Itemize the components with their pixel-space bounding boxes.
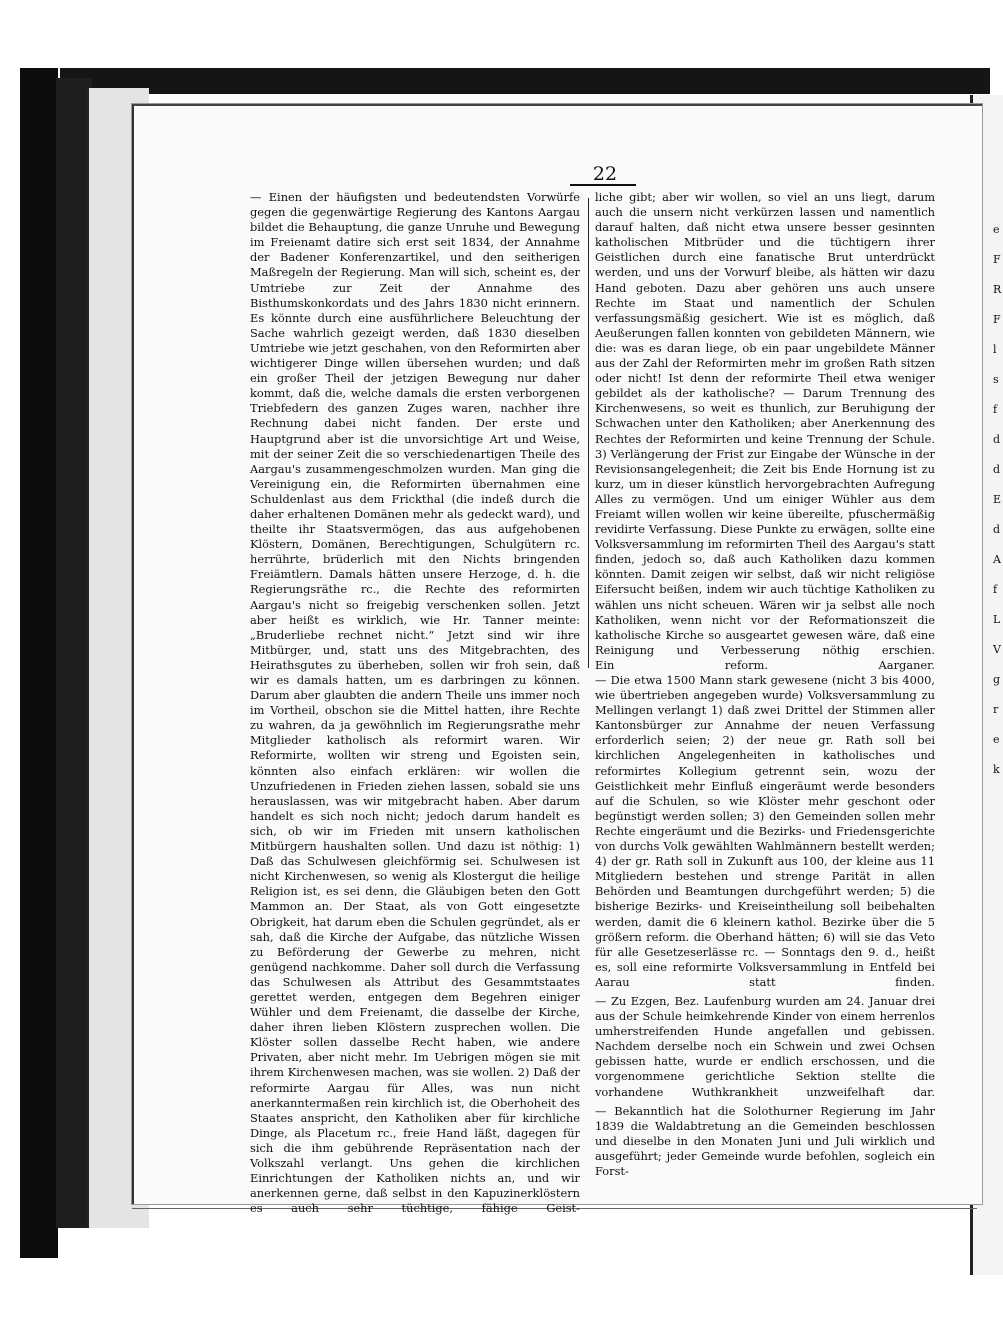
- column-divider: [588, 198, 589, 668]
- scan-left-shadow: [20, 68, 58, 1258]
- edge-fragment: A: [993, 553, 1001, 566]
- article-signature: Ein reform. Aarganer.: [595, 657, 935, 672]
- article-paragraph: liche gibt; aber wir wollen, so viel an uns liegt, darum auch die unsern nicht verkürzen lassen und namentlich darauf halten, daß nicht etwa unsere besser gesinnten katholischen Mitbrüder und die tüchtigern ihrer Geistlichen durch eine fanatische Brut unterdrückt werden, und uns der Vorwurf bleibe, als hätten wir dazu Hand geboten. Dazu aber gehören uns auch unsere Rechte im Staat und namentlich der Schulen verfassungsmäßig gesichert. Wie ist es möglich, daß Aeußerungen fallen konnten von gebildeten Männern, wie die: was es daran liege, ob ein paar ungebildete Männer aus der Zahl der Reformirten mehr im großen Rath sitzen oder nicht! Ist denn der reformirte Theil etwa weniger gebildet als der katholische? — Darum Trennung des Kirchenwesens, so weit es thunlich, zur Beruhigung der Schwachen unter den Katholiken; aber Anerkennung des Rechtes der Reformirten und keine Trennung der Schule. 3) Verlängerung der Frist zur Eingabe der Wünsche in der Revisionsangelegenheit; die Zeit bis Ende Hornung ist zu kurz, um in dieser künstlich hervorgebrachten Aufregung Alles zu vermögen. Und um einiger Wühler aus dem Freiamt willen wollen wir keine übereilte, pfuschermäßig revidirte Verfassung. Diese Punkte zu erwägen, sollte eine Volksversammlung im reformirten Theil des Aargau's statt finden, jedoch so, daß auch Katholiken dazu kommen könnten. Damit zeigen wir selbst, daß wir nicht religiöse Eifersucht beißen, indem wir auch tüchtige Katholiken zu wählen uns nicht scheuen. Wären wir ja selbst alle noch Katholiken, wenn nicht vor der Reformationszeit die katholische Kirche so ausgeartet gewesen wäre, daß eine Reinigung und Verbesserung nöthig erschien.: [595, 190, 935, 657]
- edge-fragment: V: [993, 643, 1001, 656]
- edge-fragment: R: [993, 283, 1002, 296]
- edge-fragment: E: [993, 493, 1002, 506]
- edge-fragment: g: [993, 673, 1001, 686]
- article-paragraph: — Die etwa 1500 Mann stark gewesene (nicht 3 bis 4000, wie übertrieben angegeben wurde) Volksversammlung zu Mellingen verlangt 1) daß zwei Drittel der Stimmen aller Kantonsbürger zur Annahme der neuen Verfassung erforderlich seien; 2) der neue gr. Rath soll bei kirchlichen Angelegenheiten in katholisches und reformirtes Kollegium getrennt sein, wozu der Geistlichkeit mehr Einfluß eingeräumt werde besonders auf die Schulen, so wie Klöster mehr geschont oder begünstigt werden sollen; 3) den Gemeinden sollen mehr Rechte eingeräumt und die Bezirks- und Friedensgerichte von durchs Volk gewählten Wahlmännern bestellt werden; 4) der gr. Rath soll in Zukunft aus 100, der kleine aus 11 Mitgliedern bestehen und strenge Parität in allen Behörden und Beamtungen durchgeführt werden; 5) die bisherige Bezirks- und Kreiseintheilung soll beibehalten werden, damit die 6 kleinern kathol. Bezirke über die 5 größern reform. die Oberhand hätten; 6) will sie das Veto für alle Gesetzeserlässe rc. — Sonntags den 9. d., heißt es, soll eine reformirte Volksversammlung in Entfeld bei Aarau statt finden.: [595, 673, 935, 989]
- edge-fragment: F: [993, 313, 1001, 326]
- right-column: [595, 190, 935, 1179]
- edge-fragment: F: [993, 253, 1001, 266]
- edge-fragment: d: [993, 523, 1001, 536]
- article-paragraph: — Zu Ezgen, Bez. Laufenburg wurden am 24. Januar drei aus der Schule heimkehrende Kinder von einem herrenlos umherstreifenden Hunde angefallen und gebissen. Nachdem derselbe noch ein Schwein und zwei Ochsen gebissen hatte, wurde er endlich erschossen, und die vorgenommene gerichtliche Sektion stellte die vorhandene Wuthkrankheit unzweifelhaft dar.: [595, 993, 935, 1099]
- edge-fragment: f: [993, 583, 998, 596]
- edge-fragment: l: [993, 343, 997, 356]
- edge-fragment: s: [993, 373, 999, 386]
- edge-fragment: f: [993, 403, 998, 416]
- edge-fragment: d: [993, 463, 1001, 476]
- edge-fragment: e: [993, 733, 1000, 746]
- edge-fragment: k: [993, 763, 1000, 776]
- left-column: [250, 190, 580, 1216]
- edge-fragment: L: [993, 613, 1001, 626]
- book-cover-top-edge: [60, 68, 990, 94]
- page-number-rule: [570, 184, 636, 186]
- article-paragraph: — Einen der häufigsten und bedeutendsten Vorwürfe gegen die gegenwärtige Regierung des Kantons Aargau bildet die Behauptung, die ganze Unruhe und Bewegung im Freienamt datire sich erst seit 1834, der Annahme der Badener Konferenzartikel, und den seitherigen Maßregeln der Regierung. Man will sich, scheint es, der Umtriebe zur Zeit der Annahme des Bisthumskonkordats und des Jahrs 1830 nicht erinnern. Es könnte durch eine ausführlichere Beleuchtung der Sache wahrlich gezeigt werden, daß 1830 dieselben Umtriebe wie jetzt geschahen, von den Reformirten aber wichtigerer Dinge willen übersehen wurden; und daß ein großer Theil der jetzigen Bewegung nur daher kommt, daß die, welche damals die ersten verborgenen Triebfedern des ganzen Zuges waren, nachher ihre Rechnung dabei nicht fanden. Der erste und Hauptgrund aber ist die unvorsichtige Art und Weise, mit der seiner Zeit die so verschiedenartigen Theile des Aargau's zusammengeschmolzen wurden. Man ging die Vereinigung ein, die Reformirten übernahmen eine Schuldenlast aus dem Frickthal (die indeß durch die daher erhaltenen Domänen mehr als gedeckt ward), und theilte ihr Staatsvermögen, das aus aufgehobenen Klöstern, Domänen, Berechtigungen, Schulgütern rc. herrührte, brüderlich mit den Nichts bringenden Freiämtlern. Damals hätten unsere Herzoge, d. h. die Regierungsräthe rc., die Rechte des reformirten Aargau's nicht so freigebig verschenken sollen. Jetzt aber heißt es wirklich, wie Hr. Tanner meinte: „Bruderliebe rechnet nicht.“ Jetzt sind wir ihre Mitbürger, und, statt uns des Mitgebrachten, des Heirathsgutes zu überheben, sollen wir froh sein, daß wir es damals hatten, um es darbringen zu können. Darum aber glaubten die andern Theile uns immer noch im Vortheil, obschon sie die Mittel hatten, ihre Rechte zu wahren, da ja gewöhnlich im Regierungsrathe mehr Mitglieder katholisch als reformirt waren. Wir Reformirte, wollten wir streng und Egoisten sein, könnten also einfach erklären: wir wollen die Unzufriedenen in Frieden ziehen lassen, sobald sie uns herauslassen, was wir mitgebracht haben. Aber darum handelt es sich noch nicht; jedoch darum handelt es sich, ob wir im Frieden mit unsern katholischen Mitbürgern haushalten sollen. Und dazu ist nöthig: 1) Daß das Schulwesen gleichförmig sei. Schulwesen ist nicht Kirchenwesen, so wenig als Klostergut die heilige Religion ist, es sei denn, die Gläubigen beten den Gott Mammon an. Der Staat, als von Gott eingesetzte Obrigkeit, hat darum eben die Schulen gegründet, als er sah, daß die Kirche der Aufgabe, das nützliche Wissen zu Beförderung der Gewerbe zu mehren, nicht genügend nachkomme. Daher soll durch die Verfassung das Schulwesen als Attribut des Gesammtstaates gerettet werden, entgegen dem Begehren einiger Wühler und dem Freienamt, die dasselbe der Kirche, daher ihren lieben Klöstern zusprechen wollen. Die Klöster sollen dasselbe Recht haben, wie andere Privaten, aber nicht mehr. Im Uebrigen mögen sie mit ihrem Kirchenwesen machen, was sie wollen. 2) Daß der reformirte Aargau für Alles, was nun nicht anerkanntermaßen rein kirchlich ist, die Oberhoheit des Staates anspricht, den Katholiken aber für kirchliche Dinge, als Placetum rc., freie Hand läßt, dagegen für sich die ihm gebührende Repräsentation nach der Volkszahl verlangt. Uns gehen die kirchlichen Einrichtungen der Katholiken nichts an, und wir anerkennen gerne, daß selbst in den Kapuzinerklöstern es auch sehr tüchtige, fähige Geist-: [250, 190, 580, 1216]
- edge-fragment: e: [993, 223, 1000, 236]
- page-number: 22: [592, 163, 618, 185]
- article-paragraph: — Bekanntlich hat die Solothurner Regierung im Jahr 1839 die Waldabtretung an die Gemeinden beschlossen und dieselbe in den Monaten Juni und Juli wirklich und ausgeführt; jeder Gemeinde wurde befohlen, sogleich ein Forst-: [595, 1103, 935, 1178]
- edge-fragment: d: [993, 433, 1001, 446]
- edge-fragment: r: [993, 703, 999, 716]
